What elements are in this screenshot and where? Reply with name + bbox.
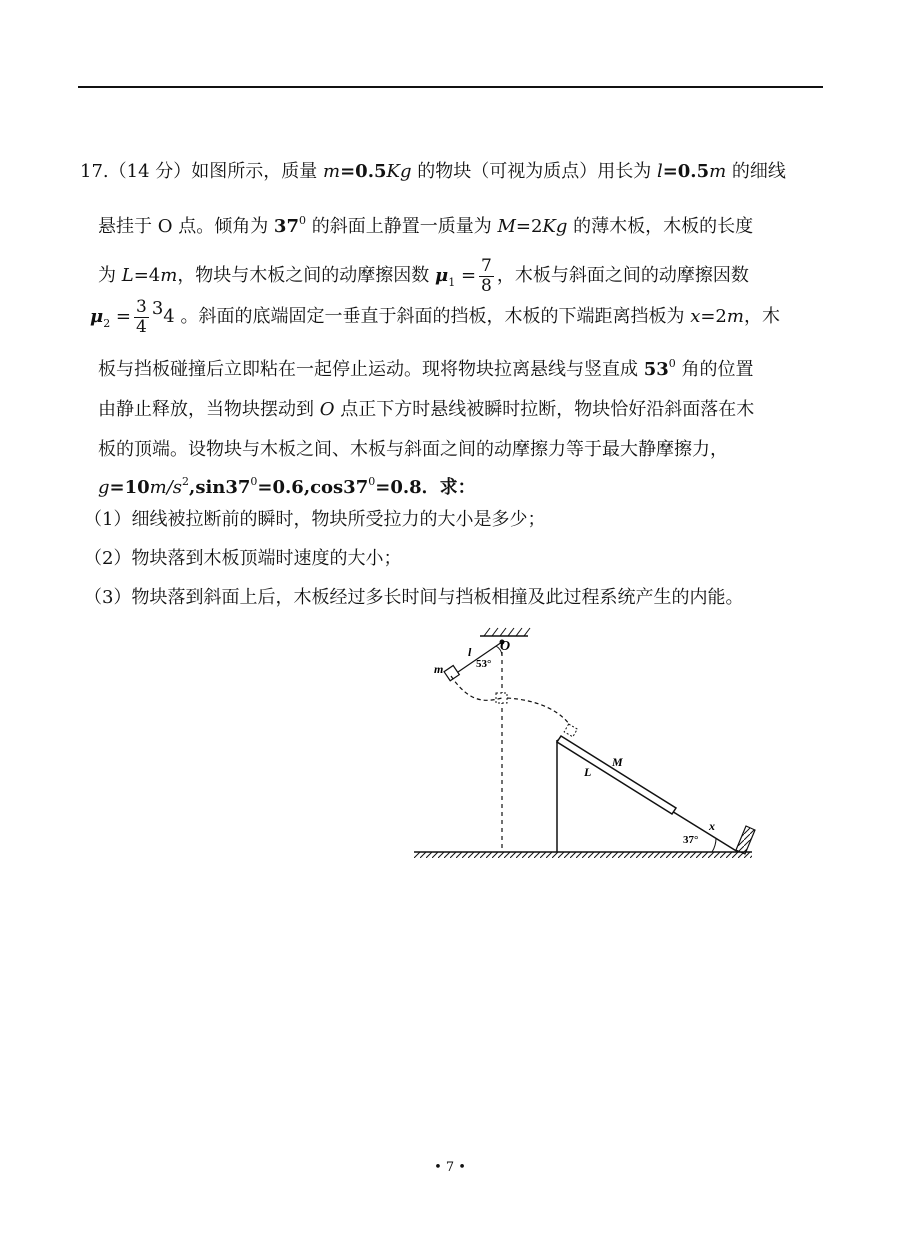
question-1: （1）细线被拉断前的瞬时，物块所受拉力的大小是多少； — [84, 509, 546, 530]
label-x: x — [709, 819, 715, 833]
baffle — [736, 826, 755, 854]
label-M: M — [612, 755, 623, 769]
board-M — [557, 736, 676, 814]
ceiling-support — [480, 628, 530, 636]
ground — [414, 852, 752, 858]
label-angle-37: 37° — [683, 834, 699, 846]
problem-line-6: 由静止释放，当物块摆动到 O 点正下方时悬线被瞬时拉断，物块恰好沿斜面落在木 — [98, 399, 755, 420]
problem-line-3: 为 L=4m，物块与木板之间的动摩擦因数 $\mu_1$ = $\frac{7}{8}$ ，木板与斜面之间的动摩擦因数 — [98, 255, 749, 296]
question-3: （3）物块落到斜面上后，木板经过多长时间与挡板相撞及此过程系统产生的内能。 — [84, 587, 744, 608]
fraction-mu1: $\frac{7}{8}$ — [481, 255, 492, 296]
block-lowest-position — [496, 693, 507, 703]
problem-line-4: $\mu_2$ = $\frac{3}{4}$ 34 。斜面的底端固定一垂直于斜面的挡板，木板的下端距离挡板为 x=2m，木 — [90, 296, 780, 337]
projectile-path — [507, 698, 572, 728]
label-O: O — [500, 639, 511, 654]
problem-line-2: 悬挂于 O 点。倾角为 $37^0$ 的斜面上静置一质量为 M=2Kg 的薄木板，木板的长度 — [98, 214, 754, 237]
problem-line-8: $g=10m/s^2,\sin 37^0=0.6,\cos 37^0=0.8$．求： — [98, 475, 476, 498]
angle-arc-37 — [712, 838, 716, 852]
problem-line-7: 板的顶端。设物块与木板之间、木板与斜面之间的动摩擦力等于最大静摩擦力， — [98, 439, 728, 460]
block-m — [444, 665, 459, 680]
swing-path — [451, 676, 502, 700]
label-L: L — [584, 765, 592, 779]
question-2: （2）物块落到木板顶端时速度的大小； — [84, 548, 402, 569]
problem-number: 17. — [80, 161, 109, 182]
problem-points: （14 分） — [108, 161, 192, 182]
fraction-mu2: $\frac{3}{4}$ — [136, 296, 147, 337]
label-m: m — [434, 662, 444, 676]
label-l: l — [468, 645, 472, 659]
problem-line-5: 板与挡板碰撞后立即粘在一起停止运动。现将物块拉离悬线与竖直成 $53^0$ 角的位置 — [98, 357, 754, 380]
page-number: • 7 • — [434, 1160, 466, 1175]
block-landing — [564, 724, 577, 737]
problem-line-1: 17.（14 分）如图所示，质量 m=0.5Kg 的物块（可视为质点）用长为 l=0.5m 的细线 — [80, 161, 786, 182]
label-angle-53: 53° — [476, 658, 492, 670]
